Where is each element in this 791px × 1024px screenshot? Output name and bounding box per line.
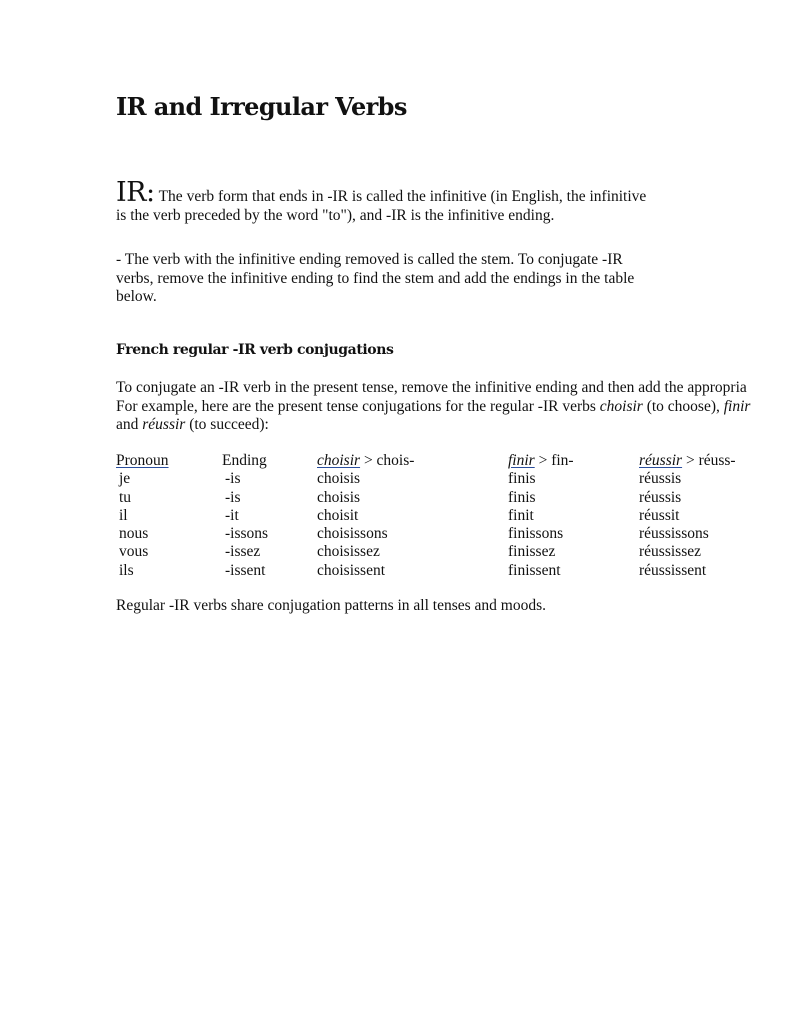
cell-reussir: réussis [639, 470, 682, 488]
cell-choisir: choisissons [317, 525, 388, 543]
header-pronoun[interactable]: Pronoun [116, 452, 169, 469]
conjugation-table [116, 452, 791, 580]
intro-verb-choisir: choisir [599, 397, 643, 415]
section-subheading: French regular -IR verb conjugations [116, 342, 394, 358]
intro-verb-finir: finir [723, 397, 751, 415]
intro-paragraph [116, 379, 791, 435]
ir-line-2: is the verb preceded by the word "to"), and -IR is the infinitive ending. [116, 206, 555, 224]
cell-finir: finissez [508, 543, 556, 561]
intro-line-2 [116, 398, 791, 417]
cell-choisir: choisit [317, 506, 359, 524]
cell-finir: finis [508, 470, 536, 488]
table-row [116, 507, 791, 525]
cell-reussir: réussis [639, 488, 682, 506]
ir-label: IR: [116, 177, 155, 208]
cell-choisir: choisissent [317, 561, 386, 579]
cell-ending: -is [225, 470, 241, 488]
intro-verb-reussir: réussir [142, 416, 186, 433]
cell-finir: finis [508, 488, 536, 506]
cell-pronoun: nous [119, 525, 149, 543]
cell-ending: -issez [225, 543, 261, 561]
stem-line-2: verbs, remove the infinitive ending to find the stem and add the endings in the table [116, 269, 635, 287]
table-row [116, 543, 791, 561]
table-row [116, 562, 791, 580]
cell-reussir: réussit [639, 506, 680, 524]
cell-pronoun: il [119, 506, 128, 524]
cell-pronoun: vous [119, 543, 149, 561]
stem-paragraph [116, 251, 676, 307]
cell-choisir: choisis [317, 470, 361, 488]
cell-ending: -issons [225, 525, 269, 543]
page-title: IR and Irregular Verbs [116, 92, 407, 121]
cell-reussir: réussissez [639, 543, 701, 561]
header-reussir-stem: > réuss- [682, 452, 736, 469]
table-header-row [116, 452, 791, 470]
header-finir [508, 452, 574, 470]
stem-line-3: below. [116, 288, 157, 305]
intro-line-2-text-a: For example, here are the present tense conjugations for the regular -IR verbs [116, 397, 600, 415]
intro-line-1: To conjugate an -IR verb in the present tense, remove the infinitive ending and then add the appropria [116, 379, 747, 396]
cell-pronoun: je [119, 470, 131, 488]
cell-finir: finissent [508, 561, 561, 579]
header-choisir [317, 452, 414, 470]
cell-reussir: réussissons [639, 525, 709, 543]
intro-line-3-text-b: (to succeed): [185, 416, 269, 433]
closing-paragraph: Regular -IR verbs share conjugation patterns in all tenses and moods. [116, 597, 547, 614]
cell-pronoun: tu [119, 488, 132, 506]
intro-line-3-text-a: and [116, 416, 143, 433]
cell-reussir: réussissent [639, 561, 707, 579]
cell-finir: finissons [508, 525, 564, 543]
cell-finir: finit [508, 506, 534, 524]
intro-line-2-text-b: (to choose), [642, 397, 724, 415]
header-reussir-link[interactable]: réussir [639, 452, 683, 469]
ir-line-1: The verb form that ends in -IR is called the infinitive (in English, the infinitive [158, 188, 647, 205]
header-finir-stem: > fin- [534, 452, 574, 469]
cell-pronoun: ils [119, 561, 134, 579]
header-ending: Ending [222, 452, 267, 469]
ir-paragraph [116, 177, 676, 225]
cell-ending: -it [225, 506, 239, 524]
cell-ending: -is [225, 488, 241, 506]
table-row [116, 470, 791, 488]
header-finir-link[interactable]: finir [508, 452, 535, 469]
header-choisir-stem: > chois- [360, 452, 415, 469]
table-row [116, 525, 791, 543]
intro-line-3 [116, 416, 791, 435]
cell-ending: -issent [225, 561, 266, 579]
cell-choisir: choisis [317, 488, 361, 506]
header-reussir [639, 452, 736, 470]
header-choisir-link[interactable]: choisir [317, 452, 361, 469]
stem-line-1: - The verb with the infinitive ending removed is called the stem. To conjugate -IR [116, 251, 623, 268]
cell-choisir: choisissez [317, 543, 380, 561]
table-row [116, 489, 791, 507]
